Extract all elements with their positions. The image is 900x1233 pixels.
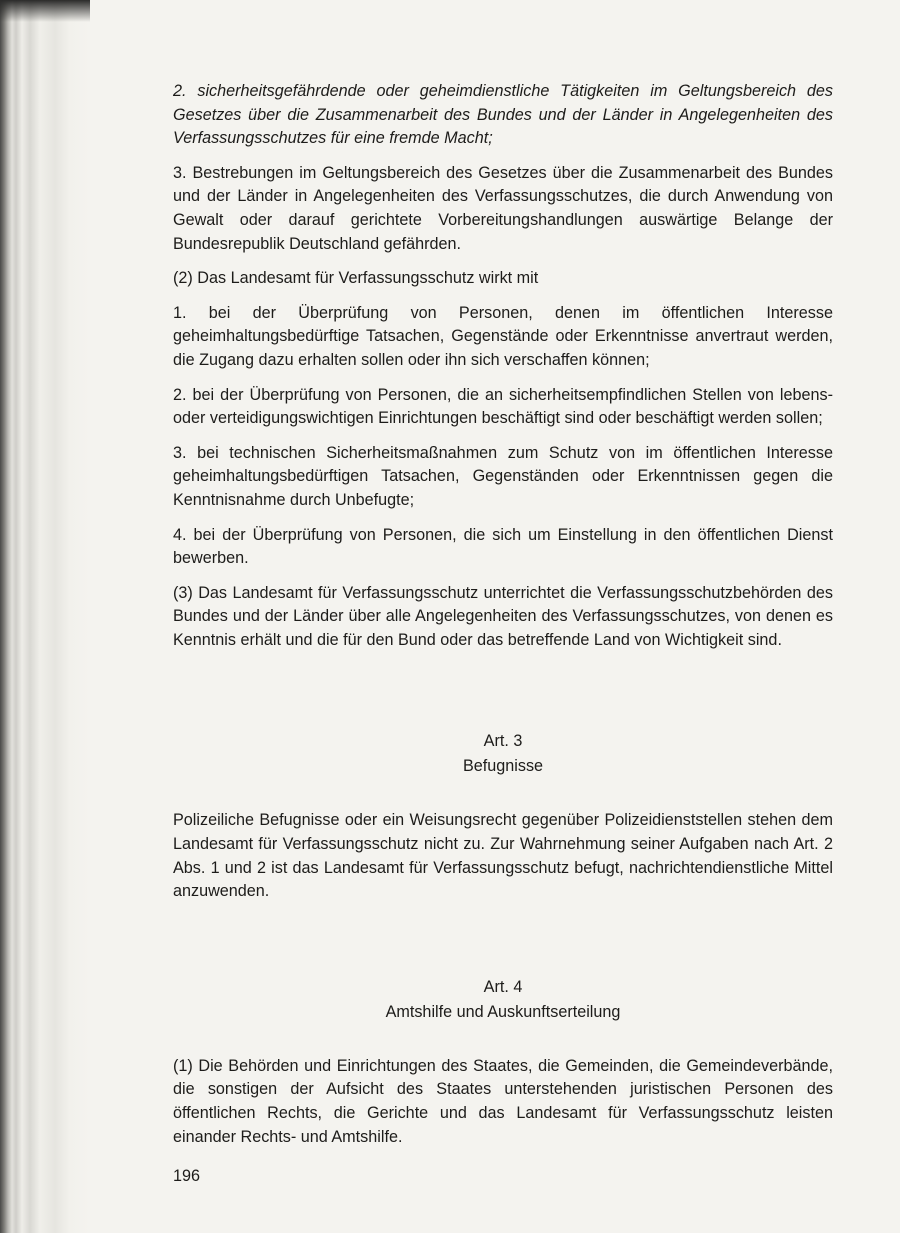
article-3-text: Polizeiliche Befugnisse oder ein Weisungsrecht gegenüber Polizeidienststellen stehen dem Landesamt für Verfassungsschutz nicht zu. Zur Wahrnehmung seiner Aufgaben nach Art. 2 Abs. 1 und 2 ist das Landesamt für Verfassungsschutz befugt, nachrichtendienstliche Mittel anzuwenden. <box>173 811 833 901</box>
page-corner-shadow <box>0 0 90 22</box>
article-3-title: Befugnisse <box>462 757 544 776</box>
paragraph-section-3: (3) Das Landesamt für Verfassungsschutz unterrichtet die Verfassungsschutzbehörden des Bundes und der Länder über alle Angelegenheiten des Verfassungsschutzes, von denen es Kenntnis erhält und die für den Bund oder das betreffende Land von Wichtigkeit sind. <box>173 583 833 649</box>
paragraph-section-2-item-2: 2. bei der Überprüfung von Personen, die an sicherheitsempfindlichen Stellen von lebens- oder verteidigungswichtigen Einrichtungen beschäftigt sind oder beschäftigt werden sollen; <box>173 385 833 428</box>
paragraph-item-3: 3. Bestrebungen im Geltungsbereich des Gesetzes über die Zusammenarbeit des Bundes und der Länder in Angelegenheiten des Verfassungsschutzes, die durch Anwendung von Gewalt oder darauf gerichtete Vorbereitungshandlungen auswärtige Belange der Bundesrepublik Deutschland gefährden. <box>173 163 833 253</box>
article-3-number: Art. 3 <box>483 732 523 751</box>
paragraph-item-2-italic: 2. sicherheitsgefährdende oder geheimdienstliche Tätigkeiten im Geltungsbereich des Gesetzes über die Zusammenarbeit des Bundes und der Länder in Angelegenheiten des Verfassungsschutzes für eine fremde Macht; <box>173 82 833 148</box>
page-body <box>173 80 833 1160</box>
article-4-number: Art. 4 <box>483 977 523 996</box>
paragraph-section-2-item-4: 4. bei der Überprüfung von Personen, die sich um Einstellung in den öffentlichen Dienst bewerben. <box>173 525 833 568</box>
paragraph-section-2-intro: (2) Das Landesamt für Verfassungsschutz wirkt mit <box>173 269 539 288</box>
page-number: 196 <box>173 1167 201 1185</box>
paragraph-section-2-item-1: 1. bei der Überprüfung von Personen, denen im öffentlichen Interesse geheimhaltungsbedürftige Tatsachen, Gegenstände oder Erkenntnisse anvertraut werden, die Zugang dazu erhalten sollen oder ihn sich verschaffen können; <box>173 303 833 369</box>
paragraph-section-2-item-3: 3. bei technischen Sicherheitsmaßnahmen zum Schutz von im öffentlichen Interesse geheimhaltungsbedürftigen Tatsachen, Gegenständen oder Erkenntnissen gegen die Kenntnisnahme durch Unbefugte; <box>173 443 833 509</box>
article-4-title: Amtshilfe und Auskunftserteilung <box>385 1002 621 1021</box>
book-spine-edge <box>0 0 90 1233</box>
article-4-text: (1) Die Behörden und Einrichtungen des Staates, die Gemeinden, die Gemeindeverbände, die sonstigen der Aufsicht des Staates unterstehenden juristischen Personen des öffentlichen Rechts, die Gerichte und das Landesamt für Verfassungsschutz leisten einander Rechts- und Amtshilfe. <box>173 1056 833 1146</box>
